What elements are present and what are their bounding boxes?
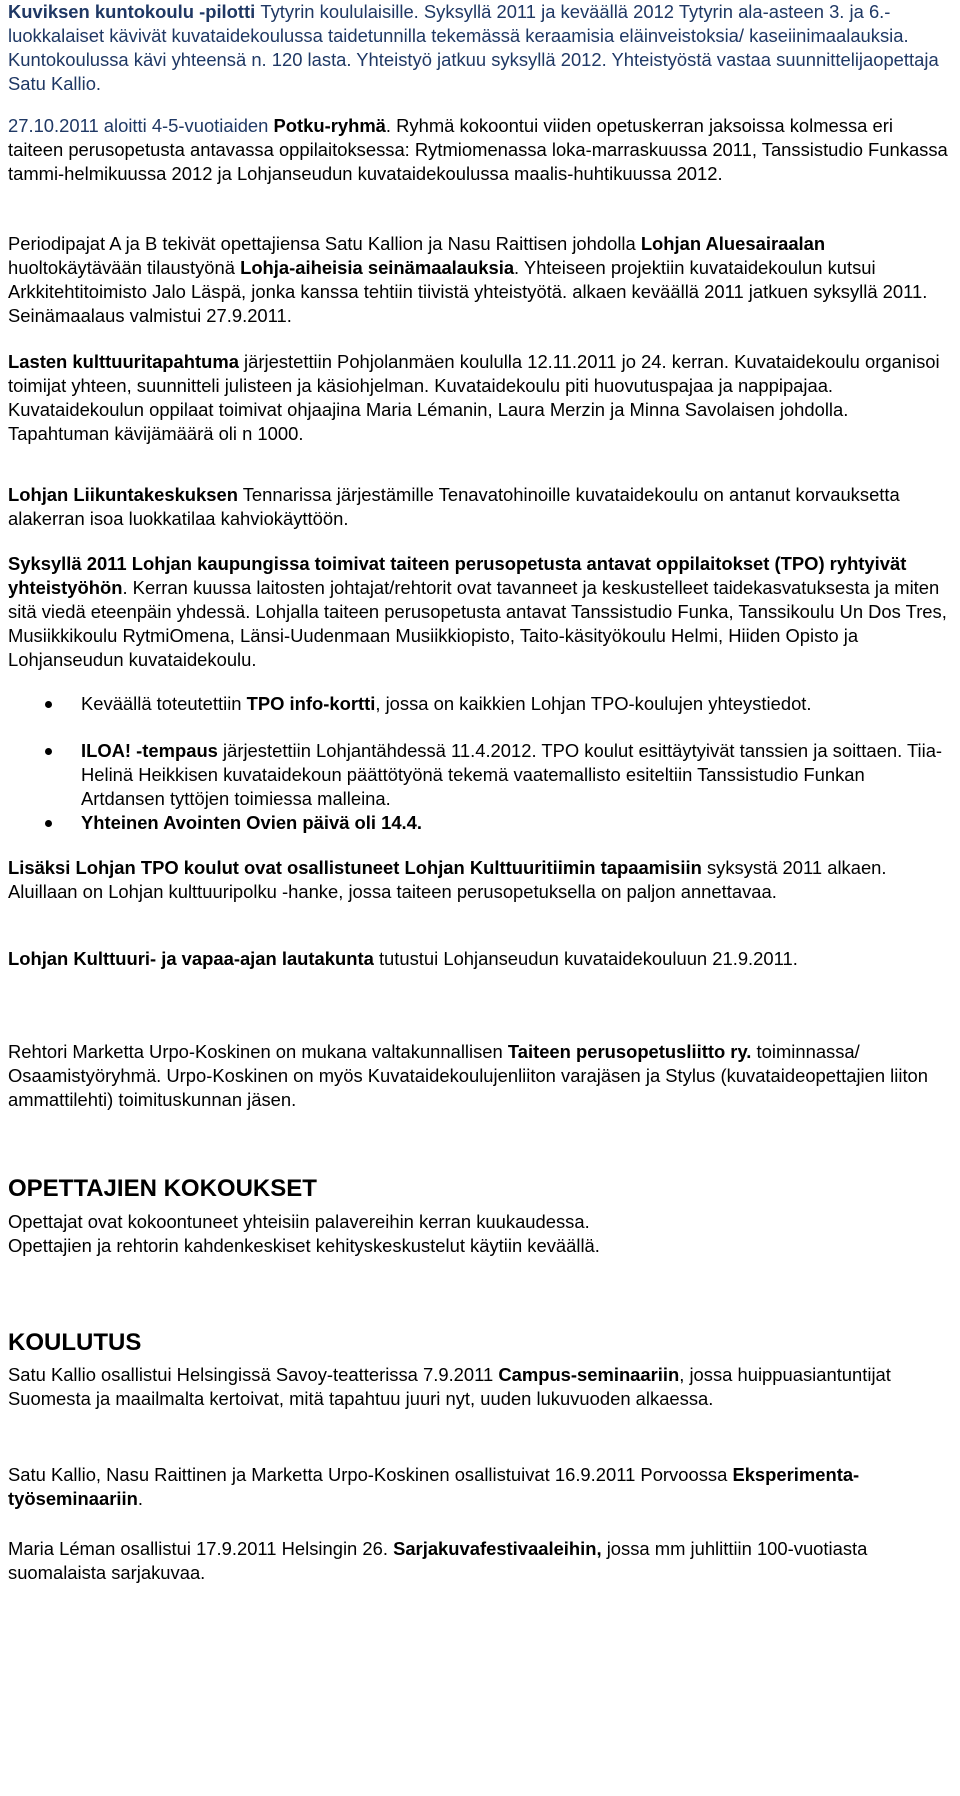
- tpo-paragraph: Syksyllä 2011 Lohjan kaupungissa toimivat taiteen perusopetusta antavat oppilaitokset (TPO) ryhtyivät yhteistyöhön. Kerran kuussa laitosten johtajat/rehtorit ovat tavanneet ja keskustelleet taidekasvatuksesta ja miten sitä viedä eteenpäin yhdessä. Lohjalla taiteen perusopetusta antavat Tanssistudio Funka, Tanssikoulu Un Dos Tres, Musiikkikoulu RytmiOmena, Länsi-Uudenmaan Musiikkiopisto, Taito-käsityökoulu Helmi, Hiiden Opisto ja Lohjanseudun kuvataidekoulu.: [8, 553, 947, 670]
- list-item: Keväällä toteutettiin TPO info-kortti, jossa on kaikkien Lohjan TPO-koulujen yhteystiedot.: [8, 692, 948, 716]
- liikunta-paragraph: Lohjan Liikuntakeskuksen Tennarissa järjestämille Tenavatohinoille kuvataidekoulu on antanut korvauksetta alakerran isoa luokkatilaa kahviokäyttöön.: [8, 484, 900, 529]
- sarjakuva-paragraph: Maria Léman osallistui 17.9.2011 Helsingin 26. Sarjakuvafestivaaleihin, jossa mm juhlittiin 100-vuotiasta suomalaista sarjakuvaa.: [8, 1538, 868, 1583]
- bullet-icon: [45, 748, 52, 755]
- rehtori-paragraph: Rehtori Marketta Urpo-Koskinen on mukana valtakunnallisen Taiteen perusopetusliitto ry. toiminnassa/ Osaamistyöryhmä. Urpo-Koskinen on myös Kuvataidekoulujenliiton varajäsen ja Stylus (kuvataideopettajien liiton ammattilehti) toimituskunnan jäsen.: [8, 1041, 929, 1110]
- potku-paragraph: 27.10.2011 aloitti 4-5-vuotiaiden Potku-ryhmä. Ryhmä kokoontui viiden opetuskerran jaksoissa kolmessa eri taiteen perusopetusta antavassa oppilaitoksessa: Rytmiomenassa loka-marraskuussa 2011, Tanssistudio Funkassa tammi-helmikuussa 2012 ja Lohjanseudun kuvataidekoulussa maalis-huhtikuussa 2012.: [8, 115, 948, 184]
- kuntokoulu-title: Kuviksen kuntokoulu -pilotti: [8, 1, 261, 22]
- periodi-paragraph: Periodipajat A ja B tekivät opettajiensa Satu Kallion ja Nasu Raittisen johdolla Lohjan Aluesairaalan huoltokäytävään tilaustyönä Lohja-aiheisia seinämaalauksia. Yhteiseen projektiin kuvataidekoulun kutsui Arkkitehtitoimisto Jalo Läspä, jonka kanssa tehtiin tiivistä yhteistyötä. alkaen keväällä 2011 jatkuen syksyllä 2011. Seinämaalaus valmistui 27.9.2011.: [8, 233, 928, 326]
- opettajien-paragraph: Opettajat ovat kokoontuneet yhteisiin palavereihin kerran kuukaudessa. Opettajien ja rehtorin kahdenkeskiset kehityskeskustelut käytiin keväällä.: [8, 1211, 600, 1256]
- list-item: ILOA! -tempaus järjestettiin Lohjantähdessä 11.4.2012. TPO koulut esittäytyivät tanssien ja soittaen. Tiia-Helinä Heikkisen kuvataidekoun päättötyönä tekemä vaatemallisto esiteltiin Tanssistudio Funkan Artdansen tyttöjen toimiessa malleina.: [8, 739, 948, 811]
- intro-paragraph: Kuviksen kuntokoulu -pilotti Tytyrin koululaisille. Syksyllä 2011 ja keväällä 2012 Tytyrin ala-asteen 3. ja 6.-luokkalaiset kävivät kuvataidekoulussa taidetunnilla tekemässä keraamisia eläinveistoksia/ kaseiinimaalauksia. Kuntokoulussa kävi yhteensä n. 120 lasta. Yhteistyö jatkuu syksyllä 2012. Yhteistyöstä vastaa suunnittelijaopettaja Satu Kallio.: [8, 1, 939, 94]
- potku-group-name: Potku-ryhmä: [273, 115, 386, 136]
- opettajien-heading: OPETTAJIEN KOKOUKSET: [8, 1175, 317, 1202]
- bullet-icon: [45, 701, 52, 708]
- koulutus-heading: KOULUTUS: [8, 1329, 142, 1356]
- kulttuuri-paragraph: Lisäksi Lohjan TPO koulut ovat osallistuneet Lohjan Kulttuuritiimin tapaamisiin syksystä 2011 alkaen. Aluillaan on Lohjan kulttuuripolku -hanke, jossa taiteen perusopetuksella on paljon annettavaa.: [8, 857, 887, 902]
- lautakunta-paragraph: Lohjan Kulttuuri- ja vapaa-ajan lautakunta tutustui Lohjanseudun kuvataidekouluun 21.9.2011.: [8, 948, 798, 969]
- list-item: Yhteinen Avointen Ovien päivä oli 14.4.: [8, 811, 948, 835]
- lasten-paragraph: Lasten kulttuuritapahtuma järjestettiin Pohjolanmäen koululla 12.11.2011 jo 24. kerran. Kuvataidekoulu organisoi toimijat yhteen, suunnitteli julisteen ja käsiohjelman. Kuvataidekoulu piti huovutuspajaa ja nappipajaa. Kuvataidekoulun oppilaat toimivat ohjaajina Maria Lémanin, Laura Merzin ja Minna Savolaisen johdolla. Tapahtuman kävijämäärä oli n 1000.: [8, 351, 940, 444]
- eksperimenta-paragraph: Satu Kallio, Nasu Raittinen ja Marketta Urpo-Koskinen osallistuivat 16.9.2011 Porvoossa Eksperimenta-työseminaariin.: [8, 1464, 860, 1509]
- bullet-icon: [45, 820, 52, 827]
- campus-paragraph: Satu Kallio osallistui Helsingissä Savoy-teatterissa 7.9.2011 Campus-seminaariin, jossa huippuasiantuntijat Suomesta ja maailmalta kertoivat, mitä tapahtuu juuri nyt, uuden lukuvuoden alkaessa.: [8, 1364, 891, 1409]
